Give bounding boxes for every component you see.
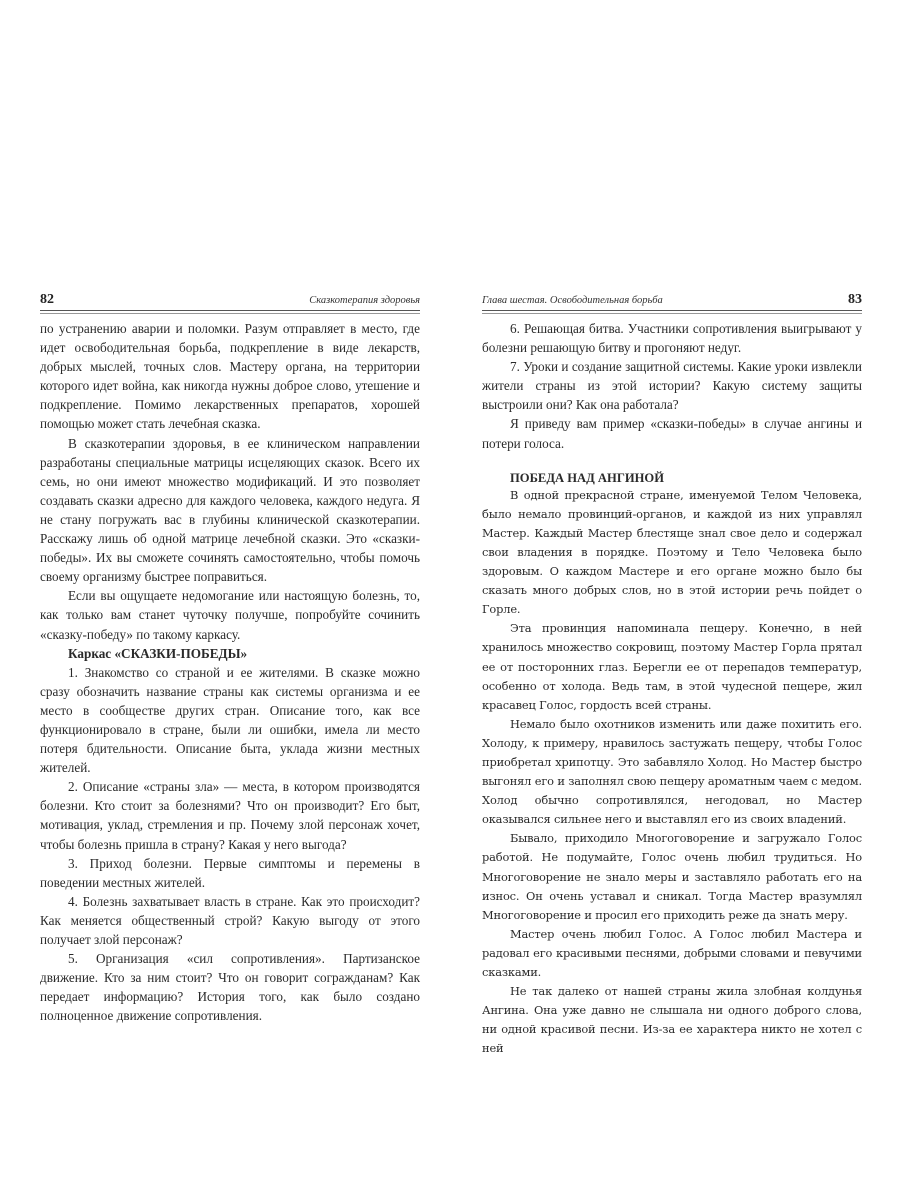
story-paragraph: В одной прекрасной стране, именуемой Телом Человека, было немало провинций-органов, и каждой из них управлял Мастер. Каждый Мастер блестяще знал свое дело и содержал свои владения в порядке. Поэтому и Тело Человека было здоровым. О каждом Мастере и его органе можно было бы сказать много добрых слов, но в этой истории речь пойдет о Горле. [482, 487, 862, 617]
step-item: 3. Приход болезни. Первые симптомы и перемены в поведении местных жителей. [40, 855, 420, 890]
running-title-left: Сказкотерапия здоровья [309, 295, 420, 306]
paragraph: по устранению аварии и поломки. Разум отправляет в место, где идет освободительная борьба, подкрепление в виде лекарств, добрых мыслей, точных слов. Мастеру органа, на территории которого идет война, как никогда нужны доброе слово, утешение и подкрепление. Помимо лекарственных препаратов, хорошей помощью может стать лечебная сказка. [40, 321, 420, 432]
step-item: 1. Знакомство со страной и ее жителями. В сказке можно сразу обозначить название страны как системы организма и ее место в сообществе других стран. Описание того, как все функционировало в стране, были ли ошибки, имела ли место потеря бдительности. Описание быта, уклада жизни местных жителей. [40, 664, 420, 776]
running-head-right [482, 292, 862, 311]
story-paragraph: Эта провинция напоминала пещеру. Конечно, в ней хранилось множество сокровищ, поэтому Мастер Горла прятал ее от посторонних глаз. Берегли ее от перепадов температур, особенно от холода. Ведь там, в этой чудесной пещере, жил красавец Голос, гордость всей страны. [482, 621, 862, 712]
paragraph: Если вы ощущаете недомогание или настоящую болезнь, то, как только вам станет чуточку получше, попробуйте сочинить «сказку-победу» по такому каркасу. [40, 588, 420, 642]
left-body-text [40, 319, 420, 1025]
step-item: 5. Организация «сил сопротивления». Партизанское движение. Кто за ним стоит? Что он говорит согражданам? Как передает информацию? История того, как было создано полноценное движение сопротивления. [40, 951, 420, 1024]
story-paragraph: Мастер очень любил Голос. А Голос любил Мастера и радовал его красивыми песнями, добрыми словами и певучими сказками. [482, 926, 862, 979]
paragraph: В сказкотерапии здоровья, в ее клиническом направлении разработаны специальные матрицы исцеляющих сказок. Всего их семь, но они имеют множество модификаций. И это позволяет создавать сказки адресно для каждого человека, каждого недуга. Я не стану погружать вас в глубины клинической сказкотерапии. Расскажу лишь об одной матрице лечебной сказки. Это «сказки-победы». Их вы сможете сочинять самостоятельно, чтобы помочь своему организму быстрее поправиться. [40, 435, 420, 585]
story-paragraph: Немало было охотников изменить или даже похитить его. Холоду, к примеру, нравилось застужать пещеру, чтобы Голос приобретал хрипотцу. Это забавляло Холод. Но Мастер быстро выгонял его и заполнял свою пещеру ароматным чаем с медом. Холод обычно сопротивлялся, негодовал, но Мастер оказывался сильнее него и выставлял его из своих владений. [482, 716, 862, 827]
story-title: ПОБЕДА НАД АНГИНОЙ [510, 470, 665, 485]
right-body-text [482, 319, 862, 453]
intro-paragraph: Я приведу вам пример «сказки-победы» в случае ангины и потери голоса. [482, 416, 862, 451]
page-number-left: 82 [40, 292, 54, 307]
page-number-right: 83 [848, 292, 862, 307]
step-item: 2. Описание «страны зла» — места, в котором производятся болезни. Кто стоит за болезнями? Что он производит? Его быт, мотивация, уклад, стремления и пр. Почему злой персонаж хочет, чтобы болезнь пришла в страну? Какая у него выгода? [40, 779, 420, 852]
running-head-left [40, 292, 420, 311]
step-item: 6. Решающая битва. Участники сопротивления выигрывают у болезни решающую битву и прогоняют недуг. [482, 321, 862, 356]
step-item: 4. Болезнь захватывает власть в стране. Как это происходит? Как меняется общественный строй? Какую выгоду от этого получает злой персонаж? [40, 893, 420, 947]
running-title-right: Глава шестая. Освободительная борьба [482, 295, 663, 306]
story-paragraph: Не так далеко от нашей страны жила злобная колдунья Ангина. Она уже давно не слышала ни одного доброго слова, ни одной красивой песни. Из-за ее характера никто не хотел с ней [482, 984, 862, 1056]
left-page [40, 292, 420, 1025]
story-paragraph: Бывало, приходило Многоговорение и загружало Голос работой. Не подумайте, Голос очень любил трудиться. Но Многоговорение не знало меры и заставляло работать его на износ. Он очень уставал и сникал. Тогда Мастер вразумлял Многоговорение и просил его приходить реже да знать меру. [482, 831, 862, 922]
right-page [482, 292, 862, 1058]
story-body [482, 486, 862, 1059]
step-item: 7. Уроки и создание защитной системы. Какие уроки извлекли жители страны из этой истории? Какую систему защиты выстроили они? Как она работала? [482, 359, 862, 413]
section-subheading: Каркас «СКАЗКИ-ПОБЕДЫ» [68, 645, 248, 661]
